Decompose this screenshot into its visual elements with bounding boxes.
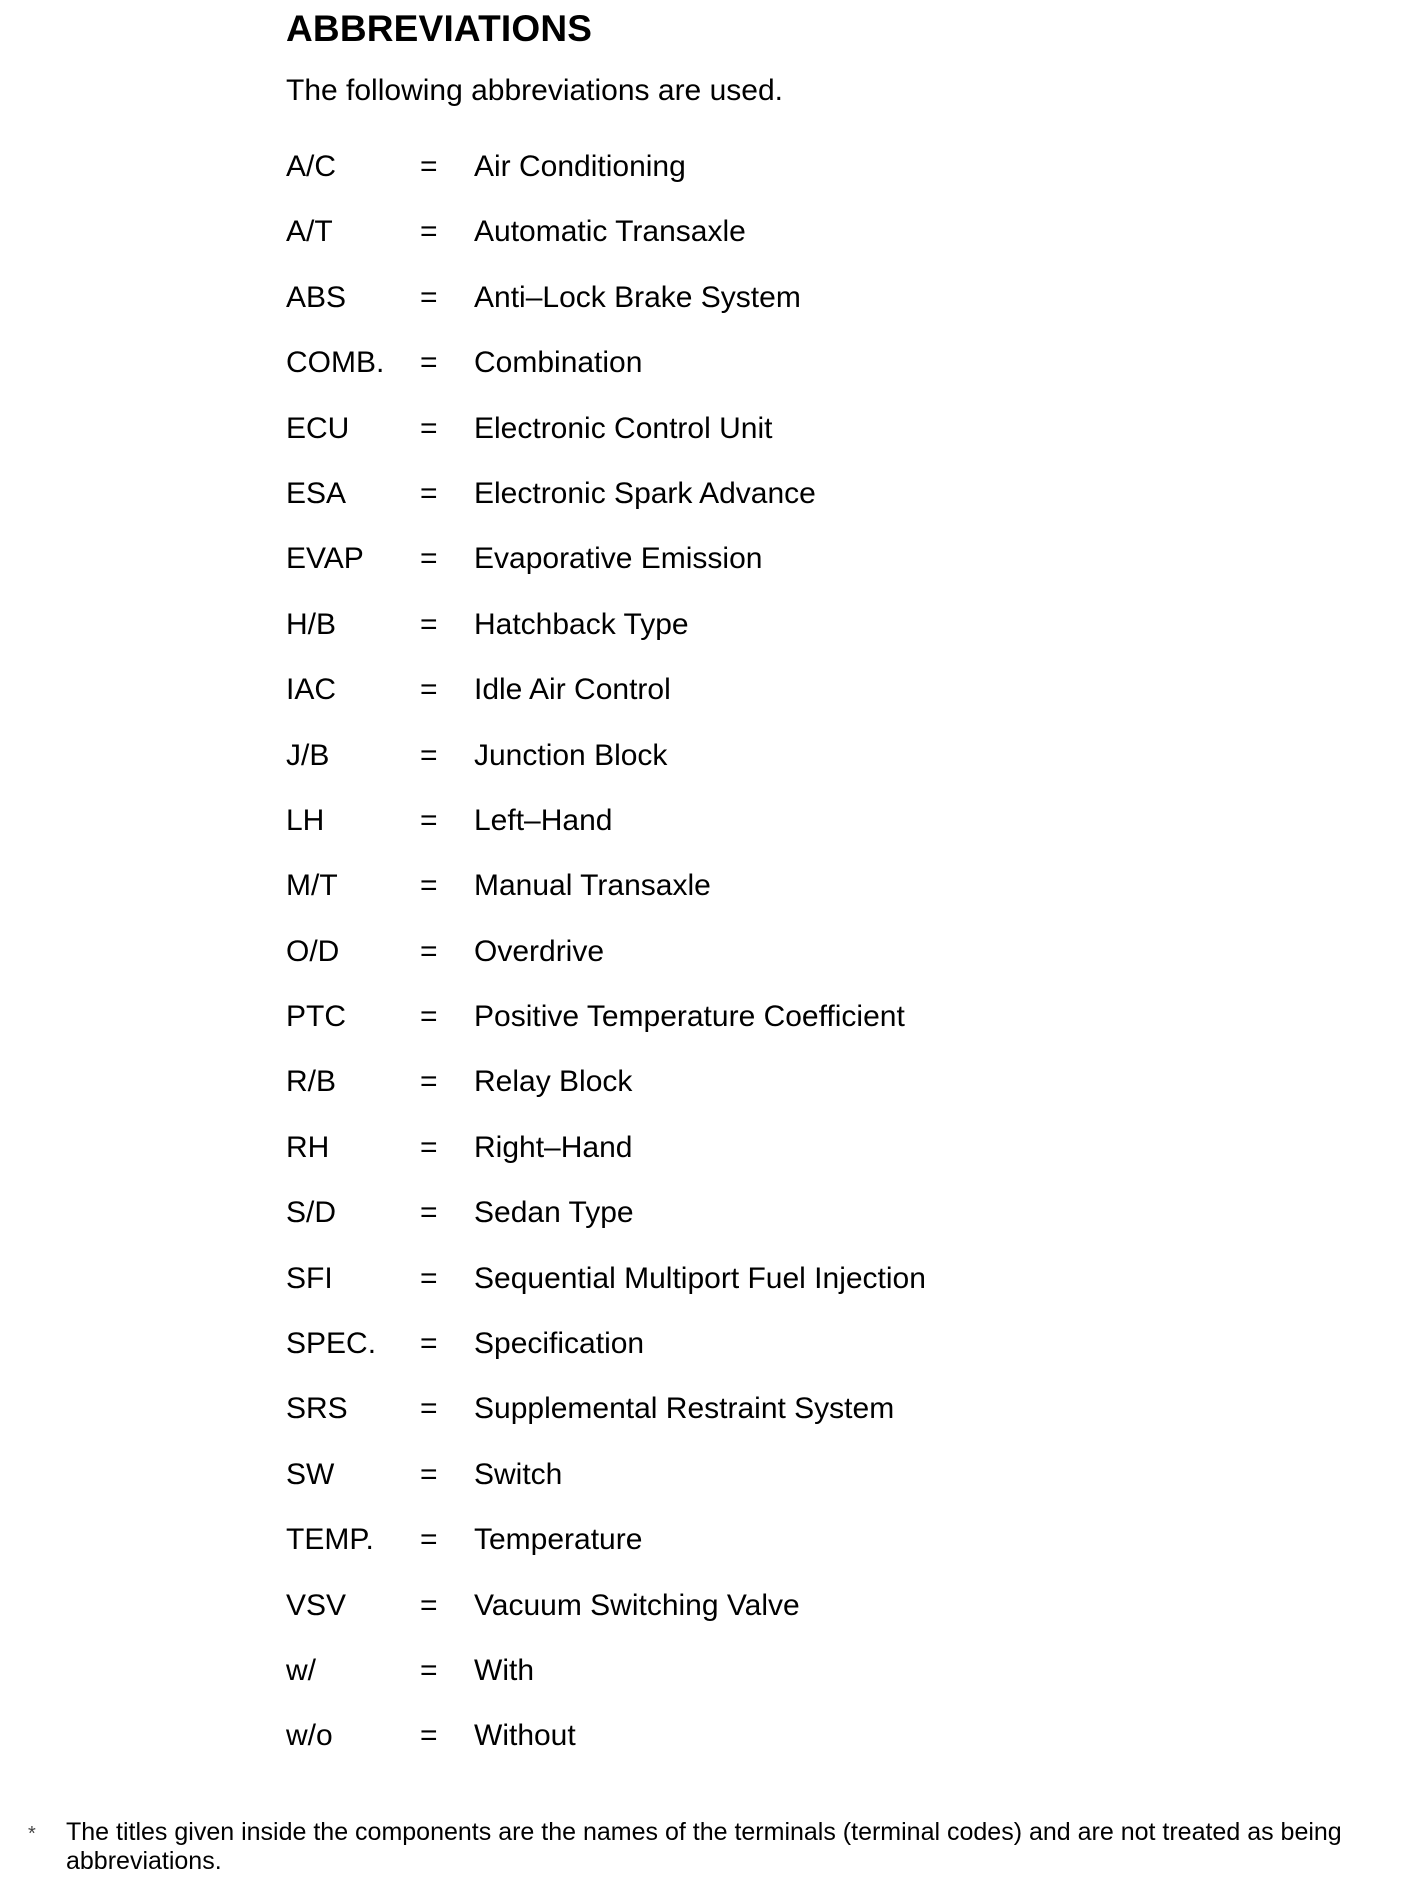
abbreviation-term: A/T bbox=[286, 215, 333, 249]
abbreviation-row bbox=[286, 1458, 1286, 1523]
abbreviation-term: RH bbox=[286, 1130, 330, 1164]
abbreviation-definition: Positive Temperature Coefficient bbox=[474, 1000, 905, 1034]
equals-sign: = bbox=[420, 476, 438, 510]
abbreviation-definition: Manual Transaxle bbox=[474, 869, 711, 903]
abbreviation-row bbox=[286, 1065, 1286, 1130]
footnote-text: The titles given inside the components are the names of the terminals (terminal codes) and are not treated as being abbreviations. bbox=[66, 1818, 1342, 1875]
abbreviation-term: ABS bbox=[286, 280, 347, 314]
abbreviation-term: ECU bbox=[286, 411, 350, 445]
abbreviation-row bbox=[286, 935, 1286, 1000]
abbreviation-row bbox=[286, 1654, 1286, 1719]
abbreviation-term: SPEC. bbox=[286, 1327, 377, 1361]
equals-sign: = bbox=[420, 1130, 438, 1164]
asterisk-icon: * bbox=[28, 1823, 36, 1845]
abbreviation-row bbox=[286, 1000, 1286, 1065]
equals-sign: = bbox=[420, 607, 438, 641]
abbreviation-definition: Automatic Transaxle bbox=[474, 215, 746, 249]
abbreviation-term: w/ bbox=[286, 1653, 316, 1687]
abbreviation-term: SW bbox=[286, 1457, 335, 1491]
equals-sign: = bbox=[420, 1327, 438, 1361]
abbreviation-term: S/D bbox=[286, 1196, 337, 1230]
abbreviation-definition: Relay Block bbox=[474, 1065, 633, 1099]
intro-text: The following abbreviations are used. bbox=[286, 74, 783, 107]
abbreviation-term: J/B bbox=[286, 738, 330, 772]
abbreviation-row bbox=[286, 1196, 1286, 1261]
equals-sign: = bbox=[420, 1000, 438, 1034]
abbreviation-definition: Sedan Type bbox=[474, 1196, 634, 1230]
page-title: ABBREVIATIONS bbox=[286, 8, 593, 49]
abbreviation-row bbox=[286, 1262, 1286, 1327]
abbreviation-term: H/B bbox=[286, 607, 337, 641]
equals-sign: = bbox=[420, 1653, 438, 1687]
abbreviation-row bbox=[286, 673, 1286, 738]
abbreviation-row bbox=[286, 542, 1286, 607]
equals-sign: = bbox=[420, 346, 438, 380]
abbreviation-row bbox=[286, 346, 1286, 411]
abbreviation-definition: Electronic Control Unit bbox=[474, 411, 773, 445]
abbreviation-definition: Temperature bbox=[474, 1523, 643, 1557]
equals-sign: = bbox=[420, 1065, 438, 1099]
abbreviation-term: COMB. bbox=[286, 346, 385, 380]
abbreviation-term: TEMP. bbox=[286, 1523, 374, 1557]
abbreviation-term: O/D bbox=[286, 934, 340, 968]
abbreviation-term: R/B bbox=[286, 1065, 337, 1099]
equals-sign: = bbox=[420, 738, 438, 772]
equals-sign: = bbox=[420, 1196, 438, 1230]
footnote bbox=[24, 1818, 1394, 1876]
equals-sign: = bbox=[420, 869, 438, 903]
abbreviation-definition: Junction Block bbox=[474, 738, 668, 772]
abbreviation-definition: Right–Hand bbox=[474, 1130, 633, 1164]
abbreviation-term: EVAP bbox=[286, 542, 364, 576]
abbreviation-term: SFI bbox=[286, 1261, 333, 1295]
abbreviation-list bbox=[286, 150, 1286, 1785]
abbreviation-term: SRS bbox=[286, 1392, 348, 1426]
abbreviation-term: PTC bbox=[286, 1000, 346, 1034]
abbreviation-definition: Specification bbox=[474, 1327, 645, 1361]
abbreviation-row bbox=[286, 1392, 1286, 1457]
abbreviation-definition: Overdrive bbox=[474, 934, 605, 968]
abbreviation-definition: Electronic Spark Advance bbox=[474, 476, 816, 510]
abbreviation-term: IAC bbox=[286, 673, 337, 707]
abbreviation-definition: Without bbox=[474, 1719, 576, 1753]
abbreviation-row bbox=[286, 869, 1286, 934]
abbreviation-definition: Evaporative Emission bbox=[474, 542, 763, 576]
abbreviation-row bbox=[286, 1523, 1286, 1588]
abbreviation-row bbox=[286, 1589, 1286, 1654]
abbreviation-row bbox=[286, 804, 1286, 869]
abbreviation-row bbox=[286, 1131, 1286, 1196]
abbreviation-definition: Air Conditioning bbox=[474, 150, 686, 183]
abbreviation-row bbox=[286, 150, 1286, 215]
equals-sign: = bbox=[420, 1261, 438, 1295]
equals-sign: = bbox=[420, 1719, 438, 1753]
equals-sign: = bbox=[420, 411, 438, 445]
abbreviation-term: M/T bbox=[286, 869, 338, 903]
equals-sign: = bbox=[420, 542, 438, 576]
abbreviation-row bbox=[286, 1327, 1286, 1392]
abbreviation-definition: With bbox=[474, 1653, 534, 1687]
abbreviation-row bbox=[286, 1719, 1286, 1784]
abbreviation-term: VSV bbox=[286, 1588, 347, 1622]
abbreviation-definition: Anti–Lock Brake System bbox=[474, 280, 801, 314]
equals-sign: = bbox=[420, 1457, 438, 1491]
equals-sign: = bbox=[420, 1392, 438, 1426]
abbreviation-term: LH bbox=[286, 803, 325, 837]
equals-sign: = bbox=[420, 150, 438, 183]
abbreviation-term: ESA bbox=[286, 476, 347, 510]
abbreviation-row bbox=[286, 281, 1286, 346]
equals-sign: = bbox=[420, 215, 438, 249]
abbreviation-row bbox=[286, 477, 1286, 542]
abbreviation-definition: Vacuum Switching Valve bbox=[474, 1588, 800, 1622]
abbreviation-row bbox=[286, 215, 1286, 280]
equals-sign: = bbox=[420, 934, 438, 968]
equals-sign: = bbox=[420, 803, 438, 837]
abbreviation-term: A/C bbox=[286, 150, 337, 183]
abbreviation-definition: Hatchback Type bbox=[474, 607, 689, 641]
abbreviation-row bbox=[286, 412, 1286, 477]
equals-sign: = bbox=[420, 1523, 438, 1557]
abbreviation-definition: Sequential Multiport Fuel Injection bbox=[474, 1261, 926, 1295]
abbreviation-row bbox=[286, 739, 1286, 804]
abbreviation-definition: Idle Air Control bbox=[474, 673, 671, 707]
abbreviation-definition: Supplemental Restraint System bbox=[474, 1392, 895, 1426]
abbreviation-definition: Switch bbox=[474, 1457, 563, 1491]
abbreviation-row bbox=[286, 608, 1286, 673]
abbreviation-term: w/o bbox=[286, 1719, 333, 1753]
abbreviation-definition: Left–Hand bbox=[474, 803, 613, 837]
equals-sign: = bbox=[420, 1588, 438, 1622]
equals-sign: = bbox=[420, 280, 438, 314]
abbreviation-definition: Combination bbox=[474, 346, 643, 380]
equals-sign: = bbox=[420, 673, 438, 707]
